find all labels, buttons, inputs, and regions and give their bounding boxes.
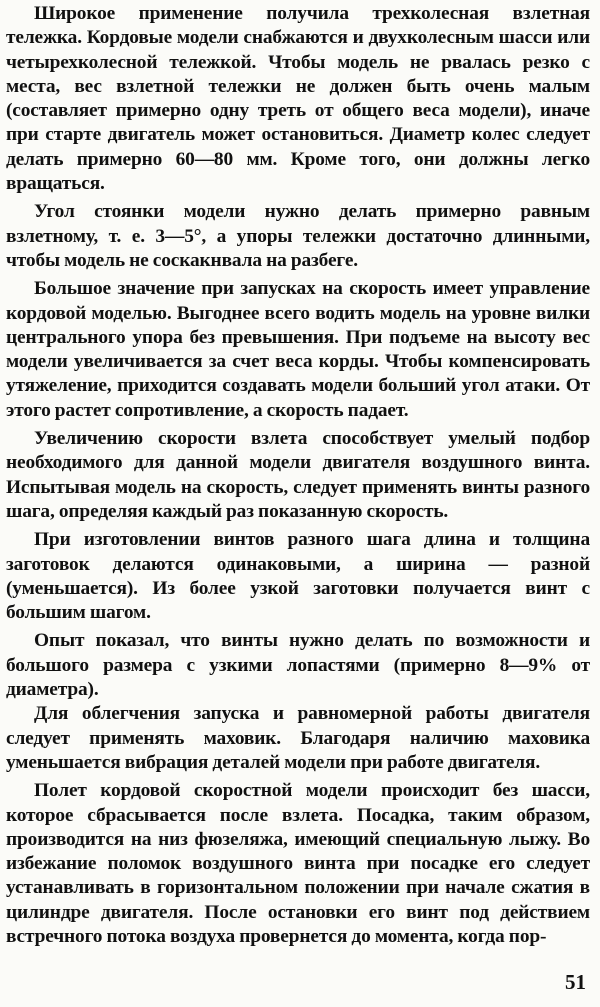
page-number: 51 [565, 970, 586, 994]
paragraph-experience: Опыт показал, что винты нужно делать по возможности и большого размера с узкими лопастями (примерно 8—9% от диаметра). [6, 630, 590, 701]
paragraph-control: Большое значение при запусках на скорость имеет управление кордовой моделью. Выгоднее всего водить модель на уровне вилки центрального упора без превышения. При подъеме на высоту вес модели увеличивается за счет веса корды. Чтобы компенсировать утяжеление, приходится создавать модели больший угол атаки. От этого растет сопротивление, а скорость падает. [6, 278, 590, 421]
paragraph-propeller-selection: Увеличению скорости взлета способствует умелый подбор необходимого для данной модели двигателя воздушного винта. Испытывая модель на скорость, следует применять винты разного шага, определяя каждый раз показанную скорость. [6, 428, 590, 522]
paragraph-propeller-blanks: При изготовлении винтов разного шага длина и толщина заготовок делаются одинаковыми, а ширина — разной (уменьшается). Из более узкой заготовки получается винт с большим шагом. [6, 529, 590, 624]
paragraph-parking-angle: Угол стоянки модели нужно делать примерно равным взлетному, т. е. 3—5°, а упоры тележки достаточно длинными, чтобы модель не соскакнвала на разбеге. [6, 201, 590, 271]
paragraph-takeoff-cart: Широкое применение получила трехколесная взлетная тележка. Кордовые модели снабжаются и двухколесным шасси или четырехколесной тележкой. Чтобы модель не рвалась резко с места, вес взлетной тележки не должен быть очень малым (составляет примерно одну треть от общего веса модели), иначе при старте двигатель может остановиться. Диаметр колес следует делать примерно 60—80 мм. Кроме того, они должны легко вращаться. [6, 3, 590, 195]
paragraph-landing: Полет кордовой скоростной модели происходит без шасси, которое сбрасывается после взлета. Посадка, таким образом, производится на низ фюзеляжа, имеющий специальную лыжу. Во избежание поломок воздушного винта при посадке его следует устанавливать в горизонтальном положении при начале сжатия в цилиндре двигателя. После остановки его винт под действием встречного потока воздуха провернется до момента, когда пор- [6, 780, 590, 947]
paragraph-flywheel: Для облегчения запуска и равномерной работы двигателя следует применять маховик. Благодаря наличию маховика уменьшается вибрация деталей модели при работе двигателя. [6, 703, 590, 773]
